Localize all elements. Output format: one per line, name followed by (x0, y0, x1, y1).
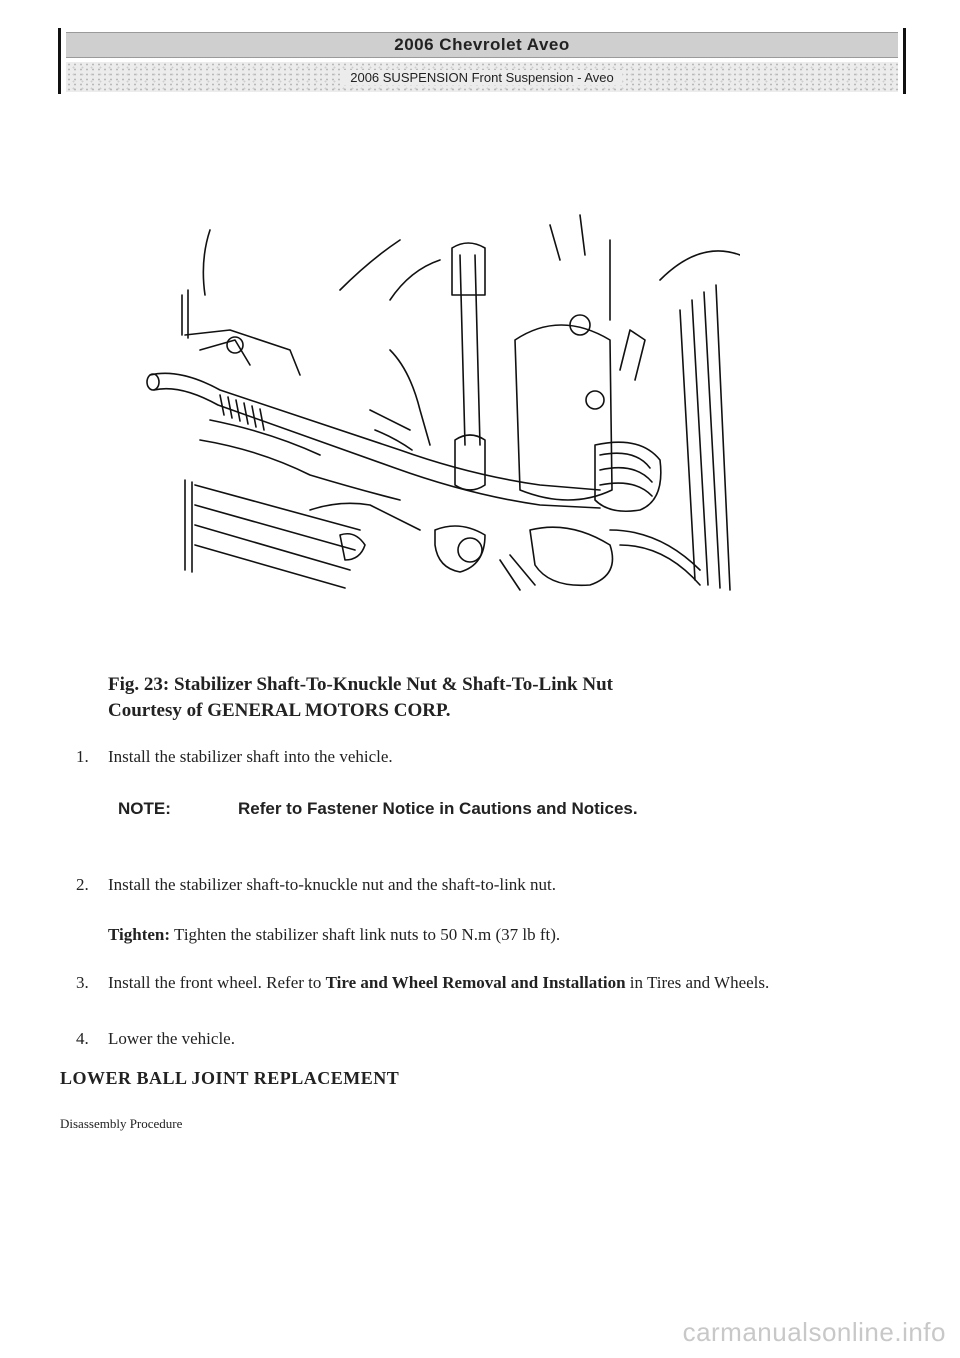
figure-caption-credit: Courtesy of GENERAL MOTORS CORP. (108, 700, 451, 721)
header-right-rule (903, 28, 906, 94)
step-text (108, 970, 896, 996)
step-text: Lower the vehicle. (108, 1029, 235, 1048)
figure-caption-title: Fig. 23: Stabilizer Shaft-To-Knuckle Nut & Shaft-To-Link Nut (108, 674, 613, 695)
figure-caption (108, 672, 808, 724)
header-title-bar (66, 32, 898, 58)
tighten-spec (108, 922, 888, 948)
step-text: Install the stabilizer shaft-to-knuckle nut and the shaft-to-link nut. (108, 875, 557, 894)
note-text: Refer to Fastener Notice in Cautions and Notices. (238, 799, 638, 818)
step-text: Install the stabilizer shaft into the vehicle. (108, 747, 393, 766)
header-title: 2006 Chevrolet Aveo (394, 35, 570, 54)
stabilizer-shaft-illustration (140, 200, 740, 610)
note-label: NOTE: (118, 799, 171, 818)
step-text-plain: Install the front wheel. Refer to (108, 973, 326, 992)
reference-link[interactable]: Tire and Wheel Removal and Installation (325, 973, 626, 992)
step-number: 1. (76, 747, 89, 766)
tighten-text: Tighten the stabilizer shaft link nuts to 50 N.m (37 lb ft). (174, 925, 561, 944)
section-title: LOWER BALL JOINT REPLACEMENT (60, 1068, 400, 1088)
tighten-label: Tighten: (108, 925, 171, 944)
step-text-after: in Tires and Wheels. (625, 973, 770, 992)
header-left-rule (58, 28, 61, 94)
page-header (58, 28, 906, 94)
header-subtitle: 2006 SUSPENSION Front Suspension - Aveo (342, 70, 622, 85)
step-number: 4. (76, 1029, 89, 1048)
section-subtitle: Disassembly Procedure (60, 1116, 183, 1131)
step-number: 2. (76, 875, 89, 894)
site-watermark: carmanualsonline.info (682, 1317, 946, 1347)
header-subtitle-bar (66, 62, 898, 92)
step-number: 3. (76, 973, 89, 992)
